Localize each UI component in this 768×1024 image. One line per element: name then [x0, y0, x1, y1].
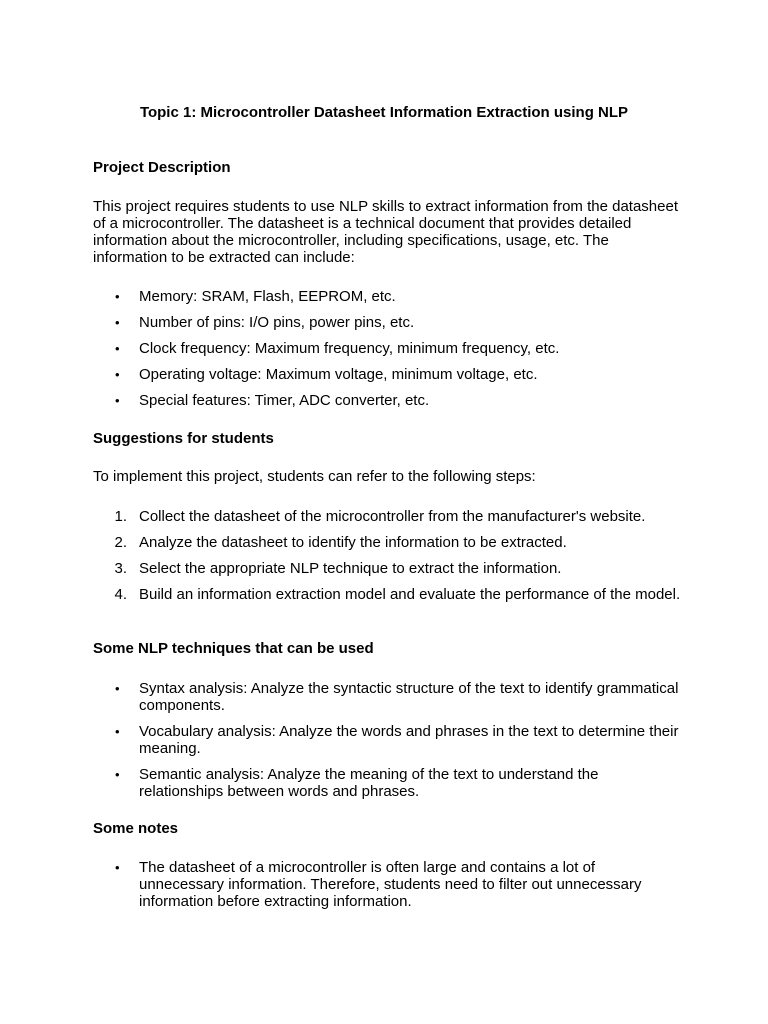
bullet-icon: •: [115, 341, 120, 356]
step-number: 1.: [114, 508, 127, 525]
heading-techniques: Some NLP techniques that can be used: [93, 640, 374, 657]
suggestions-intro: To implement this project, students can refer to the following steps:: [93, 468, 536, 485]
bullet-icon: •: [115, 315, 120, 330]
step-number: 2.: [114, 534, 127, 551]
bullet-icon: •: [115, 681, 120, 696]
bullet-icon: •: [115, 767, 120, 782]
heading-suggestions: Suggestions for students: [93, 430, 274, 447]
bullet-icon: •: [115, 289, 120, 304]
techniques-list: [93, 680, 683, 809]
bullet-icon: •: [115, 393, 120, 408]
list-item: 1. Collect the datasheet of the microcontroller from the manufacturer's website.: [93, 508, 683, 525]
list-item: 2. Analyze the datasheet to identify the information to be extracted.: [93, 534, 683, 551]
list-item: 3. Select the appropriate NLP technique to extract the information.: [93, 560, 683, 577]
list-item: 4. Build an information extraction model and evaluate the performance of the model.: [93, 586, 683, 603]
information-list: [93, 288, 683, 418]
step-number: 3.: [114, 560, 127, 577]
list-item: • Syntax analysis: Analyze the syntactic structure of the text to identify grammatical components.: [115, 680, 679, 714]
list-item: • Memory: SRAM, Flash, EEPROM, etc.: [115, 288, 396, 305]
bullet-icon: •: [115, 367, 120, 382]
bullet-icon: •: [115, 724, 120, 739]
list-item: • The datasheet of a microcontroller is often large and contains a lot of unnecessary information. Therefore, students need to filter out unnecessary information before extracting information.: [115, 859, 642, 910]
list-item: • Operating voltage: Maximum voltage, minimum voltage, etc.: [115, 366, 538, 383]
list-item: • Clock frequency: Maximum frequency, minimum frequency, etc.: [115, 340, 560, 357]
page-title: Topic 1: Microcontroller Datasheet Information Extraction using NLP: [139, 104, 629, 121]
notes-list: [93, 859, 683, 919]
list-item: • Vocabulary analysis: Analyze the words and phrases in the text to determine their meaning.: [115, 723, 679, 757]
step-number: 4.: [114, 586, 127, 603]
list-item: • Semantic analysis: Analyze the meaning of the text to understand the relationships between words and phrases.: [115, 766, 599, 800]
steps-list: [93, 508, 683, 612]
project-description-intro: This project requires students to use NLP skills to extract information from the datasheet of a microcontroller. The datasheet is a technical document that provides detailed information about the microcontroller, including specifications, usage, etc. The information to be extracted can include:: [93, 198, 678, 266]
bullet-icon: •: [115, 860, 120, 875]
heading-notes: Some notes: [93, 820, 179, 837]
list-item: • Number of pins: I/O pins, power pins, etc.: [115, 314, 415, 331]
list-item: • Special features: Timer, ADC converter, etc.: [115, 392, 430, 409]
heading-project-description: Project Description: [93, 159, 231, 176]
